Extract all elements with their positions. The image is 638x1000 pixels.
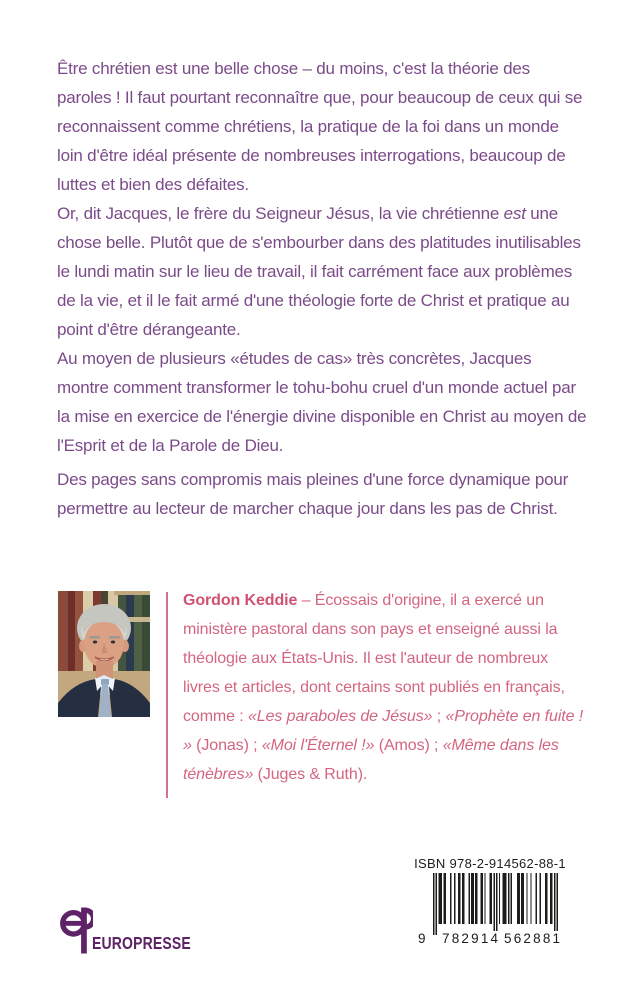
author-photo bbox=[58, 591, 150, 717]
paragraph-2-text: une chose belle. Plutôt que de s'embourber dans des platitudes inutilisables le lundi matin sur le lieu de travail, il fait carrément face aux problèmes de la vie, et il le fait armé d'une théologie forte de Christ et pratique au point d'être dérangeante. bbox=[57, 204, 586, 339]
paragraph-2-text: Or, dit Jacques, le frère du Seigneur Jésus, la vie chrétienne bbox=[57, 204, 504, 223]
barcode-digits-right: 562881 bbox=[504, 931, 563, 946]
barcode-bars bbox=[433, 873, 558, 935]
paragraph-2-emphasis: est bbox=[503, 204, 526, 223]
isbn-label: ISBN 978-2-914562-88-1 bbox=[414, 856, 566, 871]
synopsis-paragraph-4: Des pages sans compromis mais pleines d'une force dynamique pour permettre au lecteur de marcher chaque jour dans les pas de Christ. bbox=[57, 470, 573, 518]
bio-text: (Amos) ; bbox=[374, 737, 443, 754]
synopsis-paragraph-1: Être chrétien est une belle chose – du moins, c'est la théorie des paroles ! Il faut pourtant reconnaître que, pour beaucoup de ceux qui se reconnaissent comme chrétiens, la pratique de la foi dans un monde loin d'être idéal présente de nombreuses interrogations, beaucoup de luttes et bien des défaites. bbox=[57, 59, 587, 194]
bio-divider-line bbox=[166, 592, 168, 798]
bio-text: (Jonas) ; bbox=[191, 737, 262, 754]
bio-text: ; bbox=[432, 708, 446, 725]
bio-text: – Écossais d'origine, il a exercé un ministère pastoral dans son pays et enseigné aussi la théologie aux États-Unis. Il est l'auteur de nombreux livres et articles, dont certains sont publiés en français, comme : bbox=[183, 592, 570, 725]
book-title-1: «Les paraboles de Jésus» bbox=[248, 708, 433, 725]
book-title-3: «Moi l'Éternel !» bbox=[261, 737, 375, 754]
bio-text: (Juges & Ruth). bbox=[253, 766, 368, 783]
isbn-barcode bbox=[410, 856, 570, 954]
author-name: Gordon Keddie bbox=[183, 592, 298, 609]
barcode-digit-prefix: 9 bbox=[418, 931, 426, 946]
synopsis-paragraph-3: Au moyen de plusieurs «études de cas» très concrètes, Jacques montre comment transformer le tohu-bohu cruel d'un monde actuel par la mise en exercice de l'énergie divine disponible en Christ au moyen de l'Esprit et de la Parole de Dieu. bbox=[57, 349, 591, 455]
author-bio bbox=[183, 586, 588, 789]
book-title-4: «Même dans les ténèbres» bbox=[183, 737, 564, 783]
synopsis-paragraph-2 bbox=[57, 199, 587, 344]
book-title-2: «Prophète en fuite ! » bbox=[183, 708, 588, 754]
publisher-logo bbox=[60, 907, 216, 954]
barcode-digits-left: 782914 bbox=[442, 931, 501, 946]
europresse-monogram-icon bbox=[60, 907, 93, 954]
publisher-name: EUROPRESSE bbox=[92, 932, 191, 953]
